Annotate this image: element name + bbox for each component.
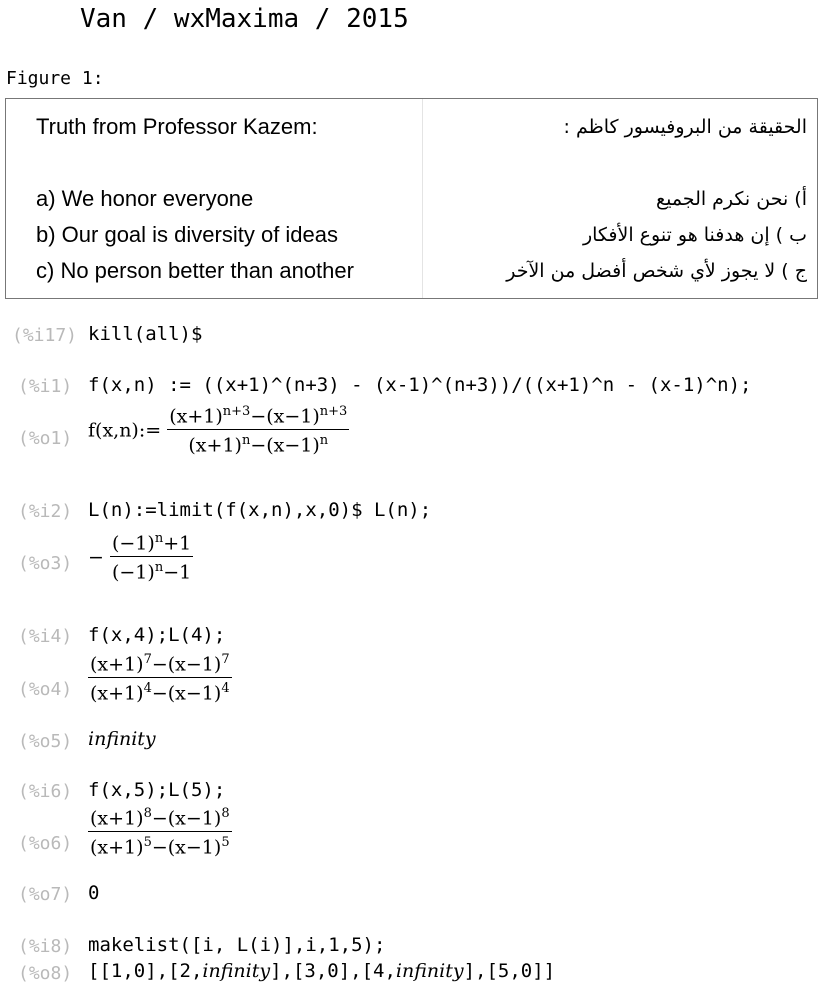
exponent: 5 xyxy=(143,835,152,851)
input-cell[interactable]: f(x,5);L(5); xyxy=(88,779,226,801)
den-term: (x+1) xyxy=(90,682,144,705)
output-cell xyxy=(88,404,349,457)
fraction xyxy=(88,806,232,859)
exponent: 8 xyxy=(143,806,152,821)
function-lhs: f(x,n):= xyxy=(88,419,162,442)
numerator xyxy=(110,531,193,557)
note-ar-b: ب ) إن هدفنا هو تنوع الأفكار xyxy=(582,224,807,246)
num-term: (−1) xyxy=(111,532,155,555)
fraction xyxy=(110,531,193,584)
output-cell xyxy=(88,531,193,584)
input-cell[interactable]: f(x,4);L(4); xyxy=(88,624,226,646)
page-title: Van / wxMaxima / 2015 xyxy=(80,4,409,34)
note-ar-title: الحقيقة من البروفيسور كاظم : xyxy=(563,116,807,138)
denominator xyxy=(88,678,232,704)
input-label: (%i8) xyxy=(18,936,73,957)
note-en-c: c) No person better than another xyxy=(36,258,354,283)
output-label: (%o4) xyxy=(18,679,73,700)
exponent: 8 xyxy=(221,806,230,821)
exponent: n xyxy=(154,531,164,546)
exponent: n xyxy=(241,433,251,449)
output-value: infinity xyxy=(88,728,156,750)
output-value xyxy=(88,960,555,982)
list-part: ],[5,0]] xyxy=(463,960,556,982)
num-term: −(x−1) xyxy=(151,653,222,676)
exponent: 7 xyxy=(143,652,152,667)
input-cell[interactable]: f(x,n) := ((x+1)^(n+3) - (x-1)^(n+3))/((x+1)^n - (x-1)^n); xyxy=(88,374,752,396)
num-term: +1 xyxy=(163,532,192,555)
input-cell[interactable]: L(n):=limit(f(x,n),x,0)$ L(n); xyxy=(88,499,432,521)
column-divider xyxy=(422,99,423,298)
den-term: −(x−1) xyxy=(151,682,222,705)
exponent: 4 xyxy=(221,681,230,697)
fraction xyxy=(167,404,349,457)
minus-sign: − xyxy=(88,546,104,569)
num-term: (x+1) xyxy=(169,405,223,428)
note-en-b: b) Our goal is diversity of ideas xyxy=(36,222,339,247)
num-term: (x+1) xyxy=(90,653,144,676)
den-term: (x+1) xyxy=(90,836,144,859)
note-en-a: a) We honor everyone xyxy=(36,186,254,211)
output-cell xyxy=(88,806,232,859)
exponent: 5 xyxy=(221,835,230,851)
input-cell[interactable]: makelist([i, L(i)],i,1,5); xyxy=(88,934,386,956)
output-label: (%o7) xyxy=(18,884,73,905)
exponent: n+3 xyxy=(319,404,348,419)
num-term: −(x−1) xyxy=(151,807,222,830)
input-label: (%i2) xyxy=(18,501,73,522)
output-label: (%o1) xyxy=(18,428,73,449)
input-cell[interactable]: kill(all)$ xyxy=(88,323,203,345)
note-ar-c: ج ) لا يجوز لأي شخص أفضل من الآخر xyxy=(506,260,807,282)
exponent: n xyxy=(154,560,164,576)
list-part: ],[3,0],[4, xyxy=(270,960,396,982)
list-infinity: infinity xyxy=(395,960,464,982)
note-en-title: Truth from Professor Kazem: xyxy=(36,114,318,139)
num-term: (x+1) xyxy=(90,807,144,830)
output-label: (%o6) xyxy=(18,833,73,854)
input-label: (%i17) xyxy=(12,325,78,346)
fraction xyxy=(88,652,232,705)
den-term: (x+1) xyxy=(188,434,242,457)
note-ar-a: أ) نحن نكرم الجميع xyxy=(655,188,807,210)
den-term: −(x−1) xyxy=(250,434,320,457)
exponent: n+3 xyxy=(222,404,251,419)
denominator xyxy=(167,430,349,456)
input-label: (%i6) xyxy=(18,781,73,802)
output-label: (%o3) xyxy=(18,553,73,574)
list-part: [[1,0],[2, xyxy=(88,960,203,982)
numerator xyxy=(167,404,349,430)
numerator xyxy=(88,806,232,832)
list-infinity: infinity xyxy=(202,960,271,982)
exponent: 7 xyxy=(221,652,230,667)
input-label: (%i4) xyxy=(18,626,73,647)
num-term: −(x−1) xyxy=(250,405,320,428)
den-term: −(x−1) xyxy=(151,836,222,859)
denominator xyxy=(110,557,193,583)
bilingual-note xyxy=(5,98,818,299)
numerator xyxy=(88,652,232,678)
denominator xyxy=(88,832,232,858)
input-label: (%i1) xyxy=(18,376,73,397)
den-term: (−1) xyxy=(111,561,155,584)
den-term: −1 xyxy=(163,561,192,584)
output-value: 0 xyxy=(88,882,100,904)
output-label: (%o5) xyxy=(18,731,73,752)
output-label: (%o8) xyxy=(18,963,73,984)
output-cell xyxy=(88,652,232,705)
exponent: 4 xyxy=(143,681,152,697)
figure-label: Figure 1: xyxy=(6,68,104,89)
exponent: n xyxy=(319,433,329,449)
